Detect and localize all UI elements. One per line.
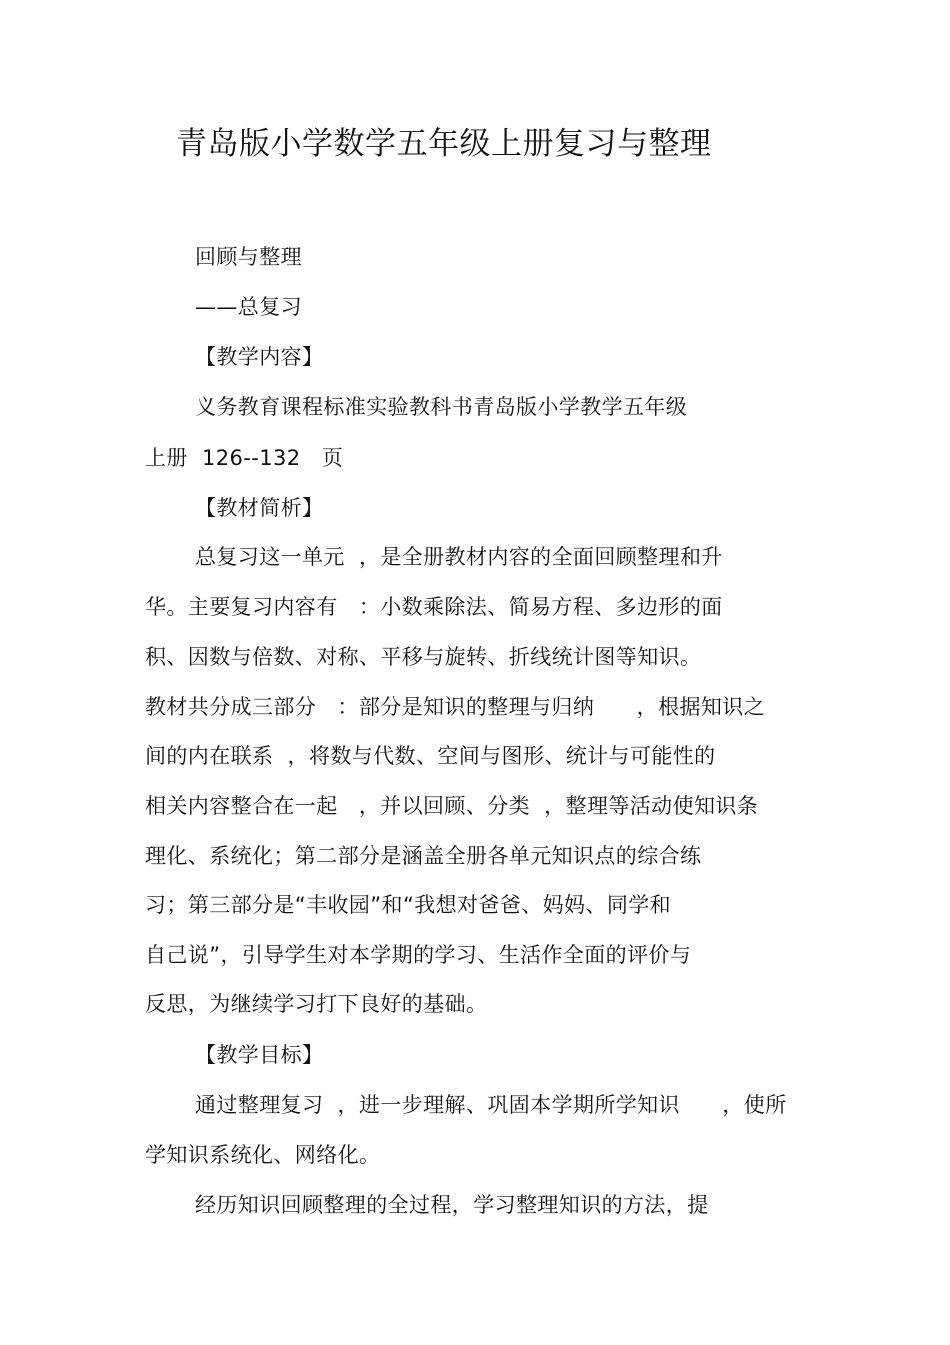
- subheading-general-review: ——总复习: [195, 295, 302, 319]
- document-title: 青岛版小学数学五年级上册复习与整理: [176, 126, 712, 162]
- text-line: 经历知识回顾整理的全过程，学习整理知识的方法，提: [195, 1193, 709, 1217]
- text-line: 学知识系统化、网络化。: [145, 1143, 381, 1167]
- text-line: 教材共分成三部分 ：部分是知识的整理与归纳 ，根据知识之: [145, 695, 766, 719]
- heading-review: 回顾与整理: [195, 245, 302, 269]
- text-line: 总复习这一单元 ，是全册教材内容的全面回顾整理和升: [195, 545, 723, 569]
- text-line: 反思，为继续学习打下良好的基础。: [145, 992, 488, 1016]
- section-material-analysis: 【教材简析】: [195, 496, 324, 520]
- text-line: 上册 126--132 页: [145, 446, 344, 470]
- text-line: 习；第三部分是“丰收园”和“我想对爸爸、妈妈、同学和: [145, 893, 672, 917]
- text-line: 自己说”，引导学生对本学期的学习、生活作全面的评价与: [145, 943, 692, 967]
- text-line: 通过整理复习 ，进一步理解、巩固本学期所学知识 ，使所: [195, 1093, 787, 1117]
- section-teaching-content: 【教学内容】: [195, 345, 324, 369]
- section-teaching-goals: 【教学目标】: [195, 1043, 324, 1067]
- text-line: 积、因数与倍数、对称、平移与旋转、折线统计图等知识。: [145, 645, 702, 669]
- text-line: 相关内容整合在一起 ，并以回顾、分类 ，整理等活动使知识条: [145, 794, 759, 818]
- text-line: 理化、系统化；第二部分是涵盖全册各单元知识点的综合练: [145, 844, 702, 868]
- text-line: 间的内在联系 ，将数与代数、空间与图形、统计与可能性的: [145, 744, 716, 768]
- text-line: 义务教育课程标准实验教科书青岛版小学教学五年级: [195, 395, 688, 419]
- text-line: 华。主要复习内容有 ：小数乘除法、简易方程、多边形的面: [145, 595, 723, 619]
